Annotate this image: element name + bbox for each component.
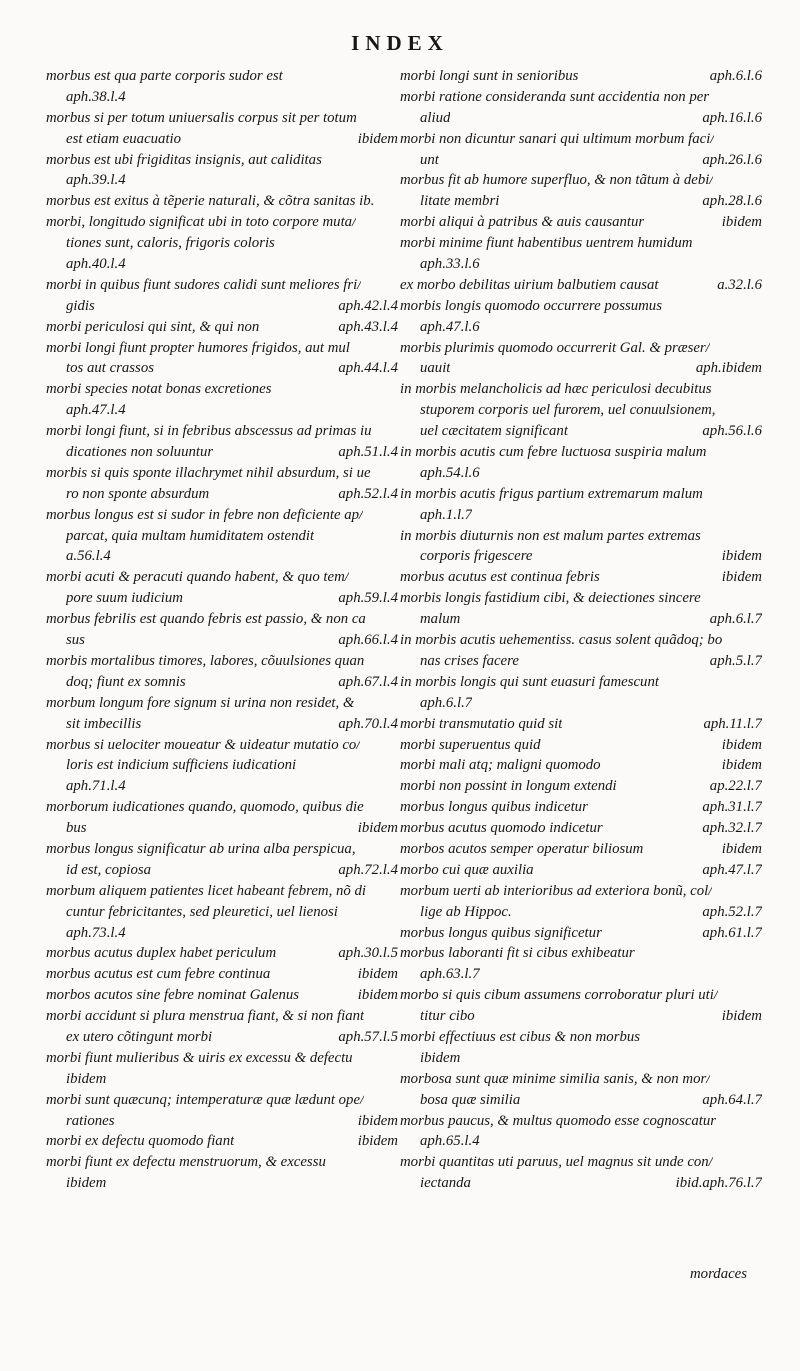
entry-text: morbus acutus duplex habet periculum [46, 945, 277, 962]
index-entry-line [400, 609, 762, 630]
entry-text: morbi, longitudo significat ubi in toto corpore muta/ [46, 214, 357, 231]
index-entry-line [46, 108, 398, 129]
index-entry-line [46, 87, 398, 108]
entry-text: morbi fiunt ex defectu menstruorum, & excessu [46, 1154, 326, 1171]
entry-text: ibidem [66, 1175, 107, 1192]
entry-text: morbus paucus, & multus quomodo esse cognoscatur [400, 1112, 717, 1129]
index-entry-line [46, 1027, 398, 1048]
entry-text: in morbis diuturnis non est malum partes extremas [400, 527, 701, 544]
index-entry-line [46, 1152, 398, 1173]
entry-reference: aph.ibidem [695, 360, 762, 377]
entry-text: morbi non possint in longum extendi [400, 778, 617, 795]
index-entry-line [400, 1173, 762, 1194]
entry-reference: ibidem [357, 130, 398, 147]
entry-text: morbus fit ab humore superfluo, & non tãtum à debi/ [400, 172, 714, 189]
entry-text: morbus est qua parte corporis sudor est [46, 68, 283, 84]
entry-text: id est, copiosa [66, 861, 152, 878]
index-entry-line [46, 860, 398, 881]
entry-reference: ibidem [357, 987, 398, 1004]
entry-text: morbo si quis cibum assumens corroboratur pluri uti/ [400, 987, 719, 1004]
entry-text: morbum uerti ab interioribus ad exteriora bonũ, col/ [400, 882, 713, 899]
entry-reference: aph.43.l.4 [338, 318, 398, 335]
entry-text: morbum aliquem patientes licet habeant febrem, nõ di [46, 882, 366, 899]
entry-reference: ibidem [721, 736, 762, 753]
entry-text: morbi longi fiunt propter humores frigidos, aut mul [46, 339, 350, 356]
index-entry-line [46, 943, 398, 964]
index-entry-line [400, 755, 762, 776]
index-entry-line [400, 651, 762, 672]
entry-reference: aph.30.l.5 [338, 945, 398, 962]
index-entry-line [400, 296, 762, 317]
index-entry-line [46, 150, 398, 171]
entry-text: morbi superuentus quid [400, 736, 541, 753]
index-entry-line [46, 776, 398, 797]
index-entry-line [400, 839, 762, 860]
entry-text: litate membri [420, 193, 500, 210]
entry-text: morbum longum fore signum si urina non residet, & [46, 694, 355, 711]
index-entry-line [400, 776, 762, 797]
entry-reference: aph.11.l.7 [703, 715, 762, 732]
entry-text: morbi in quibus fiunt sudores calidi sunt meliores fri/ [46, 276, 362, 293]
page-header: INDEX [351, 31, 449, 55]
entry-text: morbi periculosi qui sint, & qui non [46, 318, 260, 335]
entry-text: in morbis longis qui sunt euasuri famescunt [400, 673, 659, 690]
entry-text: pore suum iudicium [66, 590, 183, 607]
index-entry-line [400, 546, 762, 567]
index-entry-line [46, 505, 398, 526]
entry-text: aph.54.l.6 [420, 464, 480, 481]
entry-text: morbis si quis sponte illachrymet nihil absurdum, si ue [46, 464, 371, 481]
index-entry-line [46, 964, 398, 985]
entry-text: ro non sponte absurdum [66, 485, 210, 502]
index-entry-line [46, 1131, 398, 1152]
index-entry-line [400, 630, 762, 651]
index-entry-line [46, 317, 398, 338]
index-entry-line [400, 693, 762, 714]
index-entry-line [400, 87, 762, 108]
entry-text: morbus si per totum uniuersalis corpus sit per totum [46, 109, 357, 126]
entry-text: a.56.l.4 [66, 548, 111, 565]
entry-reference: aph.16.l.6 [702, 109, 762, 126]
entry-text: sus [66, 632, 85, 649]
index-entry-line [46, 818, 398, 839]
index-entry-line [46, 212, 398, 233]
entry-text: morbi longi sunt in senioribus [400, 68, 579, 84]
right-column [400, 66, 762, 1194]
entry-reference: aph.42.l.4 [338, 297, 398, 314]
entry-reference: aph.59.l.4 [338, 590, 398, 607]
index-entry-line [400, 881, 762, 902]
entry-text: dicationes non soluuntur [66, 444, 214, 461]
index-entry-line [46, 985, 398, 1006]
entry-reference: ibidem [721, 569, 762, 586]
entry-reference: aph.61.l.7 [702, 924, 762, 941]
entry-reference: aph.70.l.4 [338, 715, 398, 732]
index-entry-line [400, 191, 762, 212]
index-entry-line [46, 442, 398, 463]
entry-text: loris est indicium sufficiens iudicationi [66, 757, 297, 774]
index-entry-line [46, 839, 398, 860]
index-entry-line [400, 400, 762, 421]
index-entry-line [46, 296, 398, 317]
entry-reference: ibidem [357, 1112, 398, 1129]
entry-reference: aph.66.l.4 [338, 632, 398, 649]
index-entry-line [46, 693, 398, 714]
entry-text: aliud [420, 109, 451, 126]
entry-reference: aph.64.l.7 [702, 1091, 762, 1108]
entry-reference: aph.57.l.5 [338, 1028, 398, 1045]
entry-text: morbus si uelociter moueatur & uideatur mutatio co/ [46, 736, 361, 753]
entry-text: morbus est exitus à tẽperie naturali, & cõtra sanitas ib. [46, 193, 375, 210]
entry-text: doq; fiunt ex somnis [66, 673, 186, 690]
index-entry-line [400, 588, 762, 609]
entry-text: tiones sunt, caloris, frigoris coloris [66, 235, 275, 252]
entry-text: morbi aliqui à patribus & auis causantur [400, 214, 645, 231]
entry-reference: ap.22.l.7 [709, 778, 762, 795]
entry-text: morbi sunt quæcunq; intemperaturæ quæ lædunt ope/ [46, 1091, 365, 1108]
entry-text: morbi mali atq; maligni quomodo [400, 757, 601, 774]
index-entry-line [400, 442, 762, 463]
index-entry-line [46, 672, 398, 693]
index-entry-line [46, 379, 398, 400]
index-entry-line [400, 1006, 762, 1027]
entry-reference: aph.28.l.6 [702, 193, 762, 210]
index-entry-line [46, 1006, 398, 1027]
entry-reference: aph.56.l.6 [702, 423, 762, 440]
entry-text: morbus est ubi frigiditas insignis, aut caliditas [46, 151, 322, 168]
entry-text: morbi ex defectu quomodo fiant [46, 1133, 235, 1150]
entry-text: morbi transmutatio quid sit [400, 715, 563, 732]
entry-reference: ibidem [721, 757, 762, 774]
entry-text: in morbis melancholicis ad hæc periculosi decubitus [400, 381, 712, 398]
index-entry-line [46, 755, 398, 776]
index-entry-line [400, 526, 762, 547]
index-entry-line [46, 338, 398, 359]
index-entry-line [46, 588, 398, 609]
entry-text: morbus acutus est continua febris [400, 569, 600, 586]
index-entry-line [46, 1090, 398, 1111]
index-entry-line [46, 1173, 398, 1194]
entry-text: aph.40.l.4 [66, 256, 126, 273]
index-entry-line [400, 714, 762, 735]
entry-text: morbi ratione consideranda sunt accidentia non per [400, 88, 710, 105]
index-entry-line [46, 1048, 398, 1069]
entry-text: morbi acuti & peracuti quando habent, & quo tem/ [46, 569, 349, 586]
entry-text: cuntur febricitantes, sed pleuretici, uel lienosi [66, 903, 338, 920]
entry-reference: aph.72.l.4 [338, 861, 398, 878]
index-entry-line [46, 421, 398, 442]
entry-text: aph.65.l.4 [420, 1133, 480, 1150]
left-column [46, 66, 398, 1194]
entry-text: iectanda [420, 1175, 471, 1192]
index-entry-line [46, 735, 398, 756]
index-entry-line [46, 546, 398, 567]
index-entry-line [400, 797, 762, 818]
entry-text: morborum iudicationes quando, quomodo, quibus die [46, 799, 364, 816]
index-entry-line [400, 735, 762, 756]
entry-text: morbus febrilis est quando febris est passio, & non ca [46, 611, 366, 628]
entry-text: aph.73.l.4 [66, 924, 126, 941]
index-entry-line [400, 1111, 762, 1132]
entry-reference: aph.6.l.7 [709, 611, 762, 628]
index-entry-line [46, 233, 398, 254]
entry-reference: ibidem [357, 1133, 398, 1150]
entry-text: tos aut crassos [66, 360, 154, 377]
entry-reference: ibidem [721, 548, 762, 565]
entry-text: ex utero cõtingunt morbi [66, 1028, 213, 1045]
entry-text: unt [420, 151, 439, 168]
index-entry-line [400, 212, 762, 233]
entry-text: rationes [66, 1112, 115, 1129]
entry-text: est etiam euacuatio [66, 130, 182, 147]
entry-reference: aph.5.l.7 [709, 652, 762, 669]
index-entry-line [400, 233, 762, 254]
index-entry-line [400, 672, 762, 693]
index-entry-line [46, 1069, 398, 1090]
entry-text: uel cæcitatem significant [420, 423, 568, 440]
entry-text: aph.47.l.6 [420, 318, 480, 335]
index-entry-line [46, 902, 398, 923]
index-entry-line [46, 66, 398, 87]
entry-text: uauit [420, 360, 451, 377]
entry-text: aph.71.l.4 [66, 778, 126, 795]
entry-text: morbos acutos sine febre nominat Galenus [46, 987, 300, 1004]
entry-text: corporis frigescere [420, 548, 533, 565]
entry-text: morbis longis quomodo occurrere possumus [400, 297, 662, 314]
index-entry-line [400, 317, 762, 338]
entry-reference: ibidem [357, 820, 398, 837]
entry-text: aph.63.l.7 [420, 966, 480, 983]
entry-text: lige ab Hippoc. [420, 903, 512, 920]
catchword: mordaces [690, 1266, 747, 1282]
entry-text: ibidem [66, 1070, 107, 1087]
entry-reference: ibidem [721, 214, 762, 231]
index-entry-line [400, 1027, 762, 1048]
index-entry-line [400, 1069, 762, 1090]
index-entry-line [46, 254, 398, 275]
index-entry-line [46, 400, 398, 421]
entry-reference: a.32.l.6 [717, 276, 762, 293]
entry-reference: aph.31.l.7 [702, 799, 762, 816]
entry-text: morbi effectiuus est cibus & non morbus [400, 1028, 641, 1045]
index-entry-line [400, 421, 762, 442]
index-entry-line [46, 630, 398, 651]
entry-reference: aph.52.l.4 [338, 485, 398, 502]
entry-text: morbosa sunt quæ minime similia sanis, & non mor/ [400, 1070, 711, 1087]
entry-text: morbis mortalibus timores, labores, cõuulsiones quan [46, 652, 365, 669]
entry-text: bus [66, 820, 87, 837]
index-entry-line [400, 358, 762, 379]
index-entry-line [400, 923, 762, 944]
entry-text: in morbis acutis uehementiss. casus solent quãdoq; bo [400, 632, 723, 649]
entry-text: morbis plurimis quomodo occurrerit Gal. & præser/ [400, 339, 710, 356]
entry-text: gidis [66, 297, 95, 314]
index-entry-line [46, 526, 398, 547]
entry-text: morbus longus quibus indicetur [400, 799, 588, 816]
entry-reference: aph.67.l.4 [338, 673, 398, 690]
entry-reference: aph.44.l.4 [338, 360, 398, 377]
entry-text: stuporem corporis uel furorem, uel conuulsionem, [420, 402, 716, 419]
entry-text: morbi fiunt mulieribus & uiris ex excessu & defectu [46, 1049, 353, 1066]
index-entry-line [400, 505, 762, 526]
index-entry-line [46, 275, 398, 296]
index-entry-line [400, 484, 762, 505]
index-entry-line [46, 567, 398, 588]
index-entry-line [46, 651, 398, 672]
entry-text: bosa quæ similia [420, 1091, 521, 1108]
index-entry-line [400, 964, 762, 985]
entry-text: aph.1.l.7 [420, 506, 473, 523]
index-entry-line [46, 609, 398, 630]
index-entry-line [400, 1152, 762, 1173]
entry-reference: aph.52.l.7 [702, 903, 762, 920]
entry-text: morbi longi fiunt, si in febribus abscessus ad primas iu [46, 423, 372, 440]
entry-text: titur cibo [420, 1008, 475, 1025]
index-entry-line [46, 714, 398, 735]
index-entry-line [400, 818, 762, 839]
index-entry-line [46, 881, 398, 902]
entry-text: morbi quantitas uti paruus, uel magnus sit unde con/ [400, 1154, 713, 1171]
index-entry-line [400, 108, 762, 129]
index-entry-line [46, 129, 398, 150]
index-entry-line [400, 943, 762, 964]
entry-text: morbos acutos semper operatur biliosum [400, 840, 644, 857]
index-entry-line [46, 484, 398, 505]
entry-reference: ibidem [357, 966, 398, 983]
index-entry-line [400, 275, 762, 296]
entry-text: aph.33.l.6 [420, 256, 480, 273]
index-entry-line [400, 66, 762, 87]
index-entry-line [400, 379, 762, 400]
index-entry-line [400, 567, 762, 588]
entry-reference: ibidem [721, 840, 762, 857]
entry-text: morbus acutus est cum febre continua [46, 966, 271, 983]
index-entry-line [400, 129, 762, 150]
entry-text: sit imbecillis [66, 715, 142, 732]
entry-reference: ibid.aph.76.l.7 [675, 1175, 762, 1192]
entry-text: morbi species notat bonas excretiones [46, 381, 272, 398]
index-entry-line [400, 463, 762, 484]
entry-text: morbus laboranti fit si cibus exhibeatur [400, 945, 635, 962]
index-entry-line [46, 923, 398, 944]
index-entry-line [400, 1131, 762, 1152]
index-entry-line [46, 170, 398, 191]
entry-text: parcat, quia multam humiditatem ostendit [66, 527, 315, 544]
entry-text: morbi non dicuntur sanari qui ultimum morbum faci/ [400, 130, 715, 147]
entry-text: aph.38.l.4 [66, 88, 126, 105]
entry-text: morbis longis fastidium cibi, & deiectiones sincere [400, 590, 701, 607]
index-entry-line [46, 358, 398, 379]
index-entry-line [400, 170, 762, 191]
entry-text: morbus longus est si sudor in febre non deficiente ap/ [46, 506, 364, 523]
index-entry-line [46, 1111, 398, 1132]
index-entry-line [46, 191, 398, 212]
entry-text: morbus longus significatur ab urina alba perspicua, [46, 840, 356, 857]
entry-text: morbi minime fiunt habentibus uentrem humidum [400, 235, 693, 252]
index-entry-line [400, 1048, 762, 1069]
entry-text: malum [420, 611, 461, 628]
index-entry-line [400, 338, 762, 359]
entry-reference: aph.47.l.7 [702, 861, 762, 878]
entry-text: morbus acutus quomodo indicetur [400, 820, 603, 837]
entry-text: aph.47.l.4 [66, 402, 126, 419]
index-entry-line [400, 902, 762, 923]
entry-text: in morbis acutis cum febre luctuosa suspiria malum [400, 444, 707, 461]
index-entry-line [400, 1090, 762, 1111]
entry-reference: ibidem [721, 1008, 762, 1025]
index-entry-line [46, 797, 398, 818]
index-entry-line [400, 150, 762, 171]
index-entry-line [400, 254, 762, 275]
entry-text: aph.39.l.4 [66, 172, 126, 189]
index-entry-line [400, 860, 762, 881]
entry-reference: aph.32.l.7 [702, 820, 762, 837]
entry-text: morbus longus quibus significetur [400, 924, 602, 941]
entry-reference: aph.26.l.6 [702, 151, 762, 168]
entry-reference: aph.51.l.4 [338, 444, 398, 461]
entry-text: aph.6.l.7 [420, 694, 473, 711]
entry-reference: aph.6.l.6 [709, 68, 762, 84]
entry-text: ex morbo debilitas uirium balbutiem causat [400, 276, 659, 293]
entry-text: morbo cui quæ auxilia [400, 861, 534, 878]
index-entry-line [400, 985, 762, 1006]
entry-text: in morbis acutis frigus partium extremarum malum [400, 485, 703, 502]
index-entry-line [46, 463, 398, 484]
entry-text: morbi accidunt si plura menstrua fiant, & si non fiant [46, 1008, 365, 1025]
entry-text: nas crises facere [420, 652, 519, 669]
entry-text: ibidem [420, 1049, 461, 1066]
